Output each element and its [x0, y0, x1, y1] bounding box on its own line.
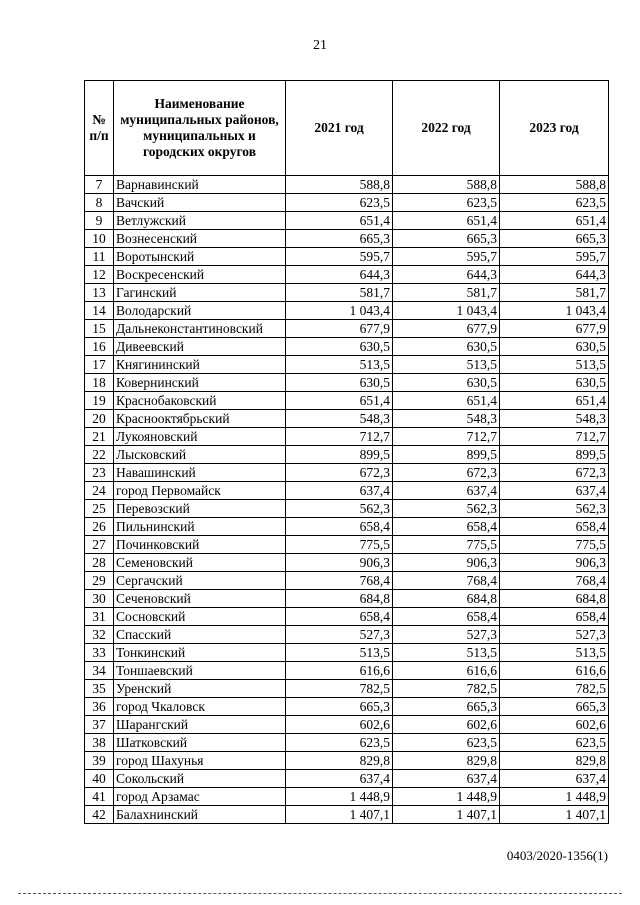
- bottom-divider: [18, 893, 622, 894]
- allocation-table: [84, 80, 609, 824]
- table-row: [85, 680, 609, 698]
- value-2021: 637,4: [286, 482, 393, 500]
- value-2023: 1 043,4: [500, 302, 609, 320]
- value-2022: 644,3: [393, 266, 500, 284]
- header-2023: 2023 год: [500, 81, 609, 176]
- table-row: [85, 212, 609, 230]
- value-2023: 630,5: [500, 374, 609, 392]
- table-row: [85, 482, 609, 500]
- row-name: Дивеевский: [114, 338, 286, 356]
- value-2021: 637,4: [286, 770, 393, 788]
- value-2023: 651,4: [500, 392, 609, 410]
- value-2023: 644,3: [500, 266, 609, 284]
- row-number: 27: [85, 536, 114, 554]
- row-name: Володарский: [114, 302, 286, 320]
- value-2021: 651,4: [286, 212, 393, 230]
- row-name: город Шахунья: [114, 752, 286, 770]
- row-name: Сергачский: [114, 572, 286, 590]
- value-2022: 684,8: [393, 590, 500, 608]
- value-2021: 548,3: [286, 410, 393, 428]
- row-number: 33: [85, 644, 114, 662]
- value-2021: 677,9: [286, 320, 393, 338]
- header-2022: 2022 год: [393, 81, 500, 176]
- value-2023: 630,5: [500, 338, 609, 356]
- row-number: 22: [85, 446, 114, 464]
- table-row: [85, 536, 609, 554]
- row-number: 7: [85, 176, 114, 194]
- header-2021: 2021 год: [286, 81, 393, 176]
- value-2021: 684,8: [286, 590, 393, 608]
- row-number: 37: [85, 716, 114, 734]
- value-2021: 562,3: [286, 500, 393, 518]
- value-2022: 775,5: [393, 536, 500, 554]
- value-2021: 658,4: [286, 608, 393, 626]
- value-2022: 588,8: [393, 176, 500, 194]
- row-name: Лукояновский: [114, 428, 286, 446]
- value-2021: 712,7: [286, 428, 393, 446]
- row-name: Краснобаковский: [114, 392, 286, 410]
- table-row: [85, 806, 609, 824]
- table-row: [85, 518, 609, 536]
- value-2023: 665,3: [500, 698, 609, 716]
- header-name: Наименование муниципальных районов, муниципальных и городских округов: [114, 81, 286, 176]
- value-2022: 616,6: [393, 662, 500, 680]
- row-name: Спасский: [114, 626, 286, 644]
- row-name: Гагинский: [114, 284, 286, 302]
- value-2021: 665,3: [286, 698, 393, 716]
- row-number: 10: [85, 230, 114, 248]
- value-2022: 637,4: [393, 482, 500, 500]
- table-row: [85, 788, 609, 806]
- row-number: 11: [85, 248, 114, 266]
- value-2023: 651,4: [500, 212, 609, 230]
- table-row: [85, 590, 609, 608]
- row-name: Воротынский: [114, 248, 286, 266]
- value-2022: 623,5: [393, 194, 500, 212]
- value-2022: 630,5: [393, 338, 500, 356]
- row-number: 32: [85, 626, 114, 644]
- value-2023: 623,5: [500, 734, 609, 752]
- value-2023: 513,5: [500, 644, 609, 662]
- value-2023: 899,5: [500, 446, 609, 464]
- row-name: Уренский: [114, 680, 286, 698]
- row-number: 9: [85, 212, 114, 230]
- table-row: [85, 374, 609, 392]
- value-2021: 906,3: [286, 554, 393, 572]
- value-2022: 677,9: [393, 320, 500, 338]
- table-row: [85, 194, 609, 212]
- value-2023: 513,5: [500, 356, 609, 374]
- value-2022: 1 043,4: [393, 302, 500, 320]
- value-2023: 1 448,9: [500, 788, 609, 806]
- value-2023: 602,6: [500, 716, 609, 734]
- value-2021: 630,5: [286, 338, 393, 356]
- value-2022: 1 448,9: [393, 788, 500, 806]
- row-number: 18: [85, 374, 114, 392]
- value-2022: 665,3: [393, 230, 500, 248]
- row-name: Княгининский: [114, 356, 286, 374]
- value-2023: 595,7: [500, 248, 609, 266]
- value-2021: 588,8: [286, 176, 393, 194]
- value-2023: 768,4: [500, 572, 609, 590]
- value-2021: 899,5: [286, 446, 393, 464]
- value-2023: 677,9: [500, 320, 609, 338]
- row-name: Шатковский: [114, 734, 286, 752]
- row-name: Вачский: [114, 194, 286, 212]
- table-row: [85, 356, 609, 374]
- row-number: 13: [85, 284, 114, 302]
- value-2022: 651,4: [393, 212, 500, 230]
- row-number: 41: [85, 788, 114, 806]
- page-number: 21: [313, 38, 327, 53]
- value-2021: 1 448,9: [286, 788, 393, 806]
- value-2021: 651,4: [286, 392, 393, 410]
- value-2021: 623,5: [286, 734, 393, 752]
- row-number: 38: [85, 734, 114, 752]
- row-name: Балахнинский: [114, 806, 286, 824]
- row-number: 34: [85, 662, 114, 680]
- value-2021: 602,6: [286, 716, 393, 734]
- value-2021: 829,8: [286, 752, 393, 770]
- value-2023: 1 407,1: [500, 806, 609, 824]
- table-row: [85, 284, 609, 302]
- value-2022: 581,7: [393, 284, 500, 302]
- row-name: Ветлужский: [114, 212, 286, 230]
- row-name: Лысковский: [114, 446, 286, 464]
- table-row: [85, 698, 609, 716]
- value-2022: 595,7: [393, 248, 500, 266]
- row-number: 19: [85, 392, 114, 410]
- row-number: 26: [85, 518, 114, 536]
- row-number: 16: [85, 338, 114, 356]
- row-name: город Чкаловск: [114, 698, 286, 716]
- value-2021: 616,6: [286, 662, 393, 680]
- value-2021: 623,5: [286, 194, 393, 212]
- row-number: 30: [85, 590, 114, 608]
- row-name: город Арзамас: [114, 788, 286, 806]
- row-name: Краснооктябрьский: [114, 410, 286, 428]
- value-2023: 658,4: [500, 608, 609, 626]
- value-2022: 513,5: [393, 644, 500, 662]
- value-2023: 527,3: [500, 626, 609, 644]
- value-2023: 658,4: [500, 518, 609, 536]
- row-number: 25: [85, 500, 114, 518]
- row-name: Семеновский: [114, 554, 286, 572]
- value-2021: 513,5: [286, 356, 393, 374]
- value-2022: 829,8: [393, 752, 500, 770]
- value-2021: 782,5: [286, 680, 393, 698]
- value-2022: 651,4: [393, 392, 500, 410]
- table-row: [85, 662, 609, 680]
- row-number: 14: [85, 302, 114, 320]
- row-name: Навашинский: [114, 464, 286, 482]
- value-2021: 775,5: [286, 536, 393, 554]
- value-2022: 623,5: [393, 734, 500, 752]
- row-name: город Первомайск: [114, 482, 286, 500]
- value-2023: 623,5: [500, 194, 609, 212]
- value-2022: 637,4: [393, 770, 500, 788]
- row-number: 20: [85, 410, 114, 428]
- value-2023: 665,3: [500, 230, 609, 248]
- table-row: [85, 554, 609, 572]
- value-2021: 630,5: [286, 374, 393, 392]
- table-header: [85, 81, 609, 176]
- row-name: Тонкинский: [114, 644, 286, 662]
- row-number: 35: [85, 680, 114, 698]
- value-2023: 712,7: [500, 428, 609, 446]
- row-name: Дальнеконстантиновский: [114, 320, 286, 338]
- row-name: Сеченовский: [114, 590, 286, 608]
- value-2023: 562,3: [500, 500, 609, 518]
- value-2022: 782,5: [393, 680, 500, 698]
- value-2021: 595,7: [286, 248, 393, 266]
- table-row: [85, 320, 609, 338]
- table-row: [85, 770, 609, 788]
- value-2021: 513,5: [286, 644, 393, 662]
- value-2023: 637,4: [500, 770, 609, 788]
- row-name: Сокольский: [114, 770, 286, 788]
- table-row: [85, 230, 609, 248]
- document-code: 0403/2020-1356(1): [506, 848, 608, 863]
- row-number: 15: [85, 320, 114, 338]
- header-row: [85, 81, 609, 176]
- table-row: [85, 572, 609, 590]
- value-2023: 775,5: [500, 536, 609, 554]
- row-number: 21: [85, 428, 114, 446]
- value-2021: 672,3: [286, 464, 393, 482]
- value-2021: 665,3: [286, 230, 393, 248]
- row-number: 31: [85, 608, 114, 626]
- value-2021: 768,4: [286, 572, 393, 590]
- row-name: Пильнинский: [114, 518, 286, 536]
- table-row: [85, 338, 609, 356]
- row-name: Варнавинский: [114, 176, 286, 194]
- row-name: Ковернинский: [114, 374, 286, 392]
- row-name: Перевозский: [114, 500, 286, 518]
- header-num: № п/п: [85, 81, 114, 176]
- table-row: [85, 446, 609, 464]
- value-2022: 630,5: [393, 374, 500, 392]
- table-row: [85, 626, 609, 644]
- row-name: Воскресенский: [114, 266, 286, 284]
- value-2023: 782,5: [500, 680, 609, 698]
- row-number: 12: [85, 266, 114, 284]
- value-2022: 899,5: [393, 446, 500, 464]
- value-2023: 548,3: [500, 410, 609, 428]
- table-row: [85, 644, 609, 662]
- row-number: 24: [85, 482, 114, 500]
- row-number: 29: [85, 572, 114, 590]
- table-row: [85, 410, 609, 428]
- value-2021: 581,7: [286, 284, 393, 302]
- row-number: 42: [85, 806, 114, 824]
- table-row: [85, 428, 609, 446]
- value-2021: 527,3: [286, 626, 393, 644]
- value-2023: 906,3: [500, 554, 609, 572]
- value-2023: 637,4: [500, 482, 609, 500]
- row-number: 8: [85, 194, 114, 212]
- value-2022: 672,3: [393, 464, 500, 482]
- value-2021: 658,4: [286, 518, 393, 536]
- table-body: [85, 176, 609, 824]
- table-row: [85, 500, 609, 518]
- value-2022: 712,7: [393, 428, 500, 446]
- row-number: 17: [85, 356, 114, 374]
- value-2022: 527,3: [393, 626, 500, 644]
- value-2023: 829,8: [500, 752, 609, 770]
- row-name: Шарангский: [114, 716, 286, 734]
- table-row: [85, 176, 609, 194]
- value-2023: 684,8: [500, 590, 609, 608]
- row-name: Вознесенский: [114, 230, 286, 248]
- row-number: 36: [85, 698, 114, 716]
- row-name: Сосновский: [114, 608, 286, 626]
- value-2022: 658,4: [393, 518, 500, 536]
- value-2023: 581,7: [500, 284, 609, 302]
- value-2021: 644,3: [286, 266, 393, 284]
- row-number: 40: [85, 770, 114, 788]
- value-2022: 513,5: [393, 356, 500, 374]
- value-2022: 548,3: [393, 410, 500, 428]
- value-2022: 1 407,1: [393, 806, 500, 824]
- table-row: [85, 266, 609, 284]
- row-name: Починковский: [114, 536, 286, 554]
- row-name: Тоншаевский: [114, 662, 286, 680]
- value-2021: 1 407,1: [286, 806, 393, 824]
- value-2022: 658,4: [393, 608, 500, 626]
- table-row: [85, 752, 609, 770]
- row-number: 23: [85, 464, 114, 482]
- value-2022: 665,3: [393, 698, 500, 716]
- value-2023: 616,6: [500, 662, 609, 680]
- table-row: [85, 608, 609, 626]
- table-row: [85, 392, 609, 410]
- table-row: [85, 464, 609, 482]
- value-2023: 672,3: [500, 464, 609, 482]
- value-2021: 1 043,4: [286, 302, 393, 320]
- value-2023: 588,8: [500, 176, 609, 194]
- table-row: [85, 734, 609, 752]
- value-2022: 602,6: [393, 716, 500, 734]
- value-2022: 768,4: [393, 572, 500, 590]
- value-2022: 562,3: [393, 500, 500, 518]
- row-number: 28: [85, 554, 114, 572]
- row-number: 39: [85, 752, 114, 770]
- value-2022: 906,3: [393, 554, 500, 572]
- table-row: [85, 302, 609, 320]
- table-row: [85, 716, 609, 734]
- table-row: [85, 248, 609, 266]
